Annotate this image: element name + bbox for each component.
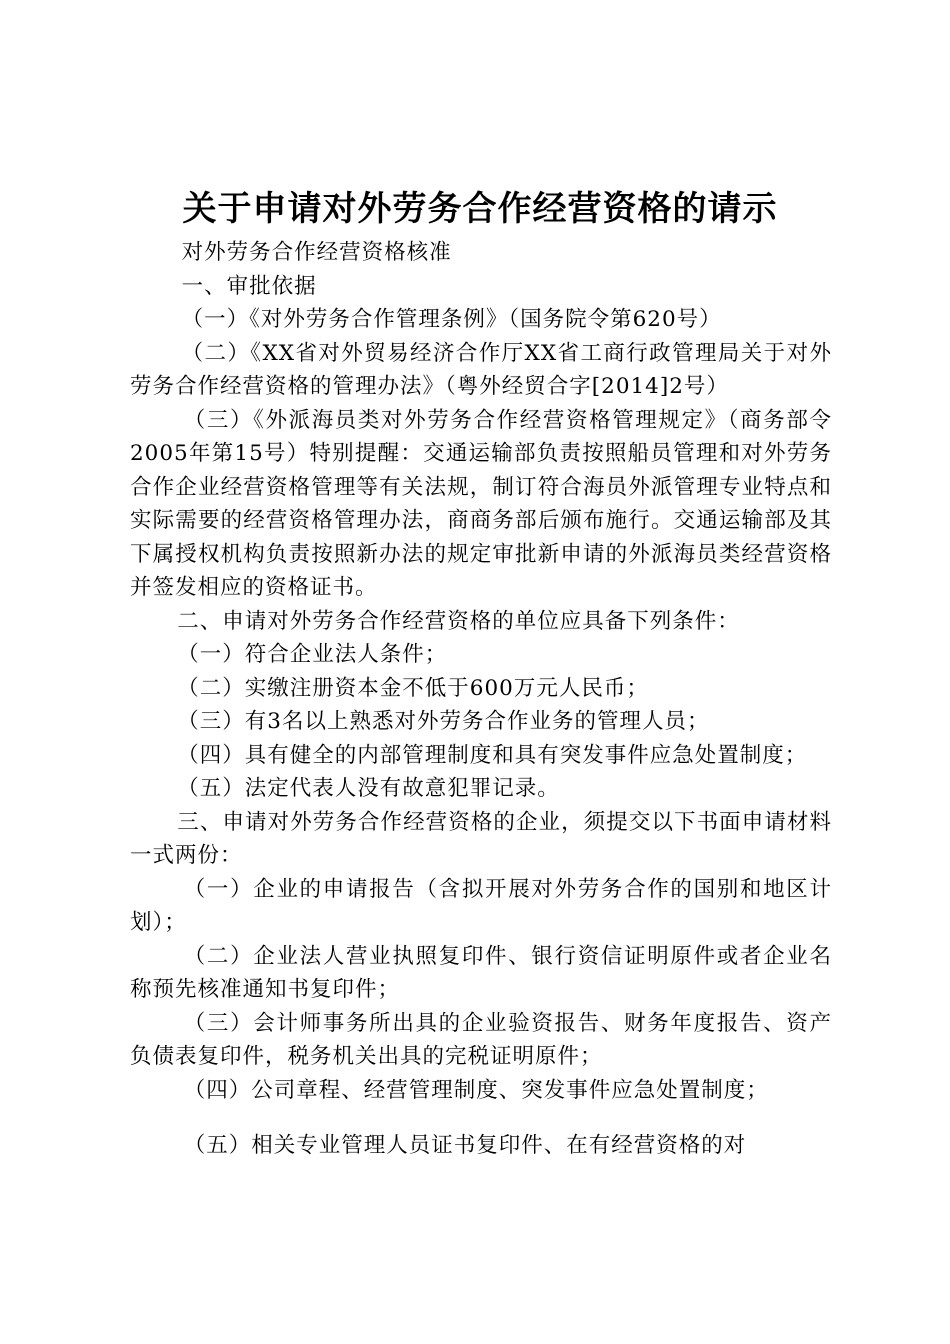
document-title: 关于申请对外劳务合作经营资格的请示 [182,189,778,229]
list-item: （五）法定代表人没有故意犯罪记录。 [177,776,560,801]
list-item: （四）公司章程、经营管理制度、突发事件应急处置制度； [183,1077,769,1103]
list-item: （四）具有健全的内部管理制度和具有突发事件应急处置制度； [177,742,808,768]
list-item: （三）会计师事务所出具的企业验资报告、财务年度报告、资产负债表复印件，税务机关出具的完税证明原件； [130,1010,832,1069]
paragraph: （一）《对外劳务合作管理条例》（国务院令第620号） [181,307,722,332]
section-heading-2: 二、申请对外劳务合作经营资格的单位应具备下列条件： [177,608,740,634]
document-body [130,236,832,1163]
section-heading-3: 三、申请对外劳务合作经营资格的企业，须提交以下书面申请材料一式两份： [130,809,832,868]
list-item: （五）相关专业管理人员证书复印件、在有经营资格的对 [183,1133,747,1158]
list-item: （二）实缴注册资本金不低于600万元人民币； [177,675,649,701]
paragraph: （三）《外派海员类对外劳务合作经营资格管理规定》（商务部令2005年第15号）特别提醒：交通运输部负责按照船员管理和对外劳务合作企业经营资格管理等有关法规，制订符合海员外派管理专业特点和实际需要的经营资格管理办法，商商务部后颁布施行。交通运输部及其下属授权机构负责按照新办法的规定审批新申请的外派海员类经营资格并签发相应的资格证书。 [130,407,832,600]
list-item: （二）企业法人营业执照复印件、银行资信证明原件或者企业名称预先核准通知书复印件； [130,943,832,1002]
paragraph-subtitle: 对外劳务合作经营资格核准 [181,240,452,265]
list-item: （一）符合企业法人条件； [177,642,448,667]
list-item: （一）企业的申请报告（含拟开展对外劳务合作的国别和地区计划）； [130,876,832,935]
list-item: （三）有3名以上熟悉对外劳务合作业务的管理人员； [177,709,710,734]
paragraph: （二）《XX省对外贸易经济合作厅XX省工商行政管理局关于对外劳务合作经营资格的管理办法》（粤外经贸合字[2014]2号） [130,340,832,399]
section-heading-1: 一、审批依据 [181,273,317,299]
